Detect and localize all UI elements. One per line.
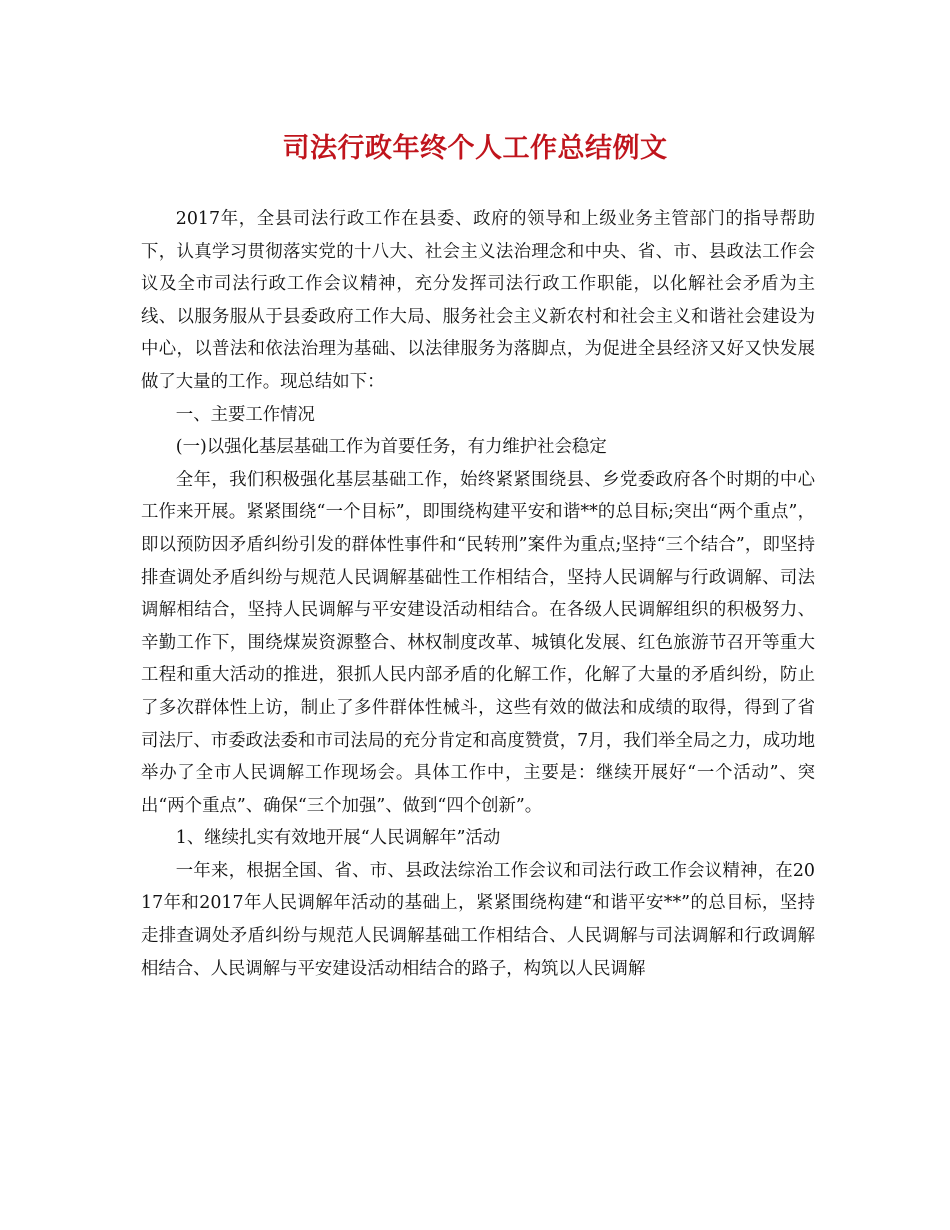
section-heading-main-work: 一、主要工作情况 [175, 404, 315, 425]
document-body [141, 203, 815, 985]
document-title: 司法行政年终个人工作总结例文 [282, 133, 668, 164]
intro-paragraph: 2017年，全县司法行政工作在县委、政府的领导和上级业务主管部门的指导帮助下，认真学习贯彻落实党的十八大、社会主义法治理念和中央、省、市、县政法工作会议及全市司法行政工作会议精神，充分发挥司法行政工作职能，以化解社会矛盾为主线、以服务服从于县委政府工作大局、服务社会主义新农村和社会主义和谐社会建设为中心，以普法和依法治理为基础、以法律服务为落脚点，为促进全县经济又好又快发展做了大量的工作。现总结如下： [141, 209, 815, 392]
item-heading-mediation-year: 1、继续扎实有效地开展“人民调解年”活动 [175, 828, 501, 849]
subsection-heading-grassroots: (一)以强化基层基础工作为首要任务，有力维护社会稳定 [175, 437, 607, 458]
mediation-year-paragraph: 一年来，根据全国、省、市、县政法综治工作会议和司法行政工作会议精神，在2017年和2017年人民调解年活动的基础上，紧紧围绕构建“和谐平安**”的总目标，坚持走排查调处矛盾纠纷与规范人民调解基础工作相结合、人民调解与司法调解和行政调解相结合、人民调解与平安建设活动相结合的路子，构筑以人民调解 [141, 860, 815, 979]
grassroots-work-paragraph: 全年，我们积极强化基层基础工作，始终紧紧围绕县、乡党委政府各个时期的中心工作来开展。紧紧围绕“一个目标”，即围绕构建平安和谐**的总目标;突出“两个重点”，即以预防因矛盾纠纷引发的群体性事件和“民转刑”案件为重点;坚持“三个结合”，即坚持排查调处矛盾纠纷与规范人民调解基础性工作相结合，坚持人民调解与行政调解、司法调解相结合，坚持人民调解与平安建设活动相结合。在各级人民调解组织的积极努力、辛勤工作下，围绕煤炭资源整合、林权制度改革、城镇化发展、红色旅游节召开等重大工程和重大活动的推进，狠抓人民内部矛盾的化解工作，化解了大量的矛盾纠纷，防止了多次群体性上访，制止了多件群体性械斗，这些有效的做法和成绩的取得，得到了省司法厅、市委政法委和市司法局的充分肯定和高度赞赏，7月，我们举全局之力，成功地举办了全市人民调解工作现场会。具体工作中，主要是：继续开展好“一个活动”、突出“两个重点”、确保“三个加强”、做到“四个创新”。 [141, 469, 815, 816]
